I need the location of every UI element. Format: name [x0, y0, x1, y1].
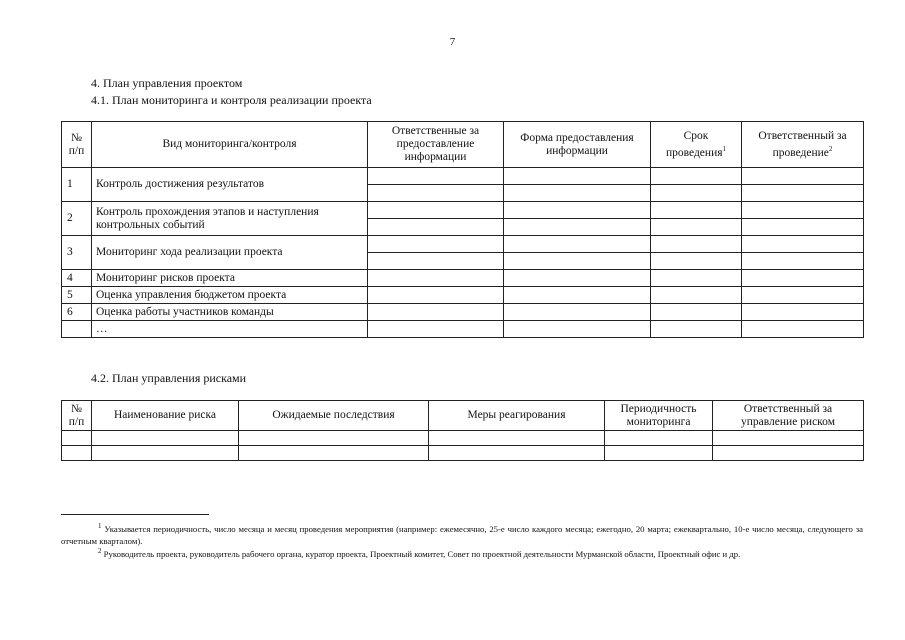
header-monitoring-type: Вид мониторинга/контроля [92, 122, 368, 168]
section-title: 4. План управления проектом [91, 76, 243, 90]
table-row [62, 431, 864, 446]
header-consequences: Ожидаемые последствия [239, 401, 429, 431]
row-num [62, 321, 92, 338]
header-responsible-info: Ответственные за предоставление информации [368, 122, 504, 168]
footnote-text: Указывается периодичность, число месяца и месяц проведения мероприятия (например: ежемесячно, 25-е число каждого месяца; ежегодно, 20 марта; ежеквартально, 10-е число месяца, следующего за отчетным кварталом). [61, 523, 864, 546]
row-num: 3 [62, 236, 92, 270]
table-row [62, 321, 864, 338]
table-header-row [62, 122, 864, 168]
footnote-mark: 1 [98, 522, 102, 530]
table-row [62, 236, 864, 253]
subsection-2-title: 4.2. План управления рисками [91, 371, 247, 385]
monitoring-plan-table [61, 121, 864, 338]
subsection-1-title: 4.1. План мониторинга и контроля реализации проекта [91, 93, 372, 107]
row-label: Контроль достижения результатов [92, 168, 368, 202]
row-num: 4 [62, 270, 92, 287]
table-row [62, 304, 864, 321]
footnote-divider [61, 514, 209, 515]
row-label: Контроль прохождения этапов и наступления контрольных событий [92, 202, 368, 236]
table-row [62, 287, 864, 304]
footnote-2 [61, 545, 863, 560]
header-responsible: Ответственный за управление риском [713, 401, 864, 431]
row-label: … [92, 321, 368, 338]
table-row [62, 168, 864, 185]
header-num: № п/п [62, 401, 92, 431]
header-measures: Меры реагирования [429, 401, 605, 431]
header-term-text: Срок проведения [665, 129, 723, 159]
risk-plan-table [61, 400, 864, 461]
table-row [62, 202, 864, 219]
table-header-row [62, 401, 864, 431]
table-row [62, 446, 864, 461]
header-term [651, 122, 742, 168]
footnote-ref-2: 2 [828, 144, 833, 153]
header-risk-name: Наименование риска [92, 401, 239, 431]
header-form: Форма предоставления информации [504, 122, 651, 168]
page-number: 7 [449, 36, 456, 48]
footnote-mark: 2 [98, 547, 102, 555]
row-label: Мониторинг рисков проекта [92, 270, 368, 287]
header-responsible [742, 122, 864, 168]
row-label: Оценка управления бюджетом проекта [92, 287, 368, 304]
header-frequency: Периодичность мониторинга [605, 401, 713, 431]
footnote-text: Руководитель проекта, руководитель рабочего органа, куратор проекта, Проектный комитет, Совет по проектной деятельности Мурманской области, Проектный офис и др. [103, 548, 741, 559]
row-label: Мониторинг хода реализации проекта [92, 236, 368, 270]
header-num: № п/п [62, 122, 92, 168]
row-num: 5 [62, 287, 92, 304]
row-label: Оценка работы участников команды [92, 304, 368, 321]
footnote-1 [61, 520, 863, 547]
row-num: 6 [62, 304, 92, 321]
header-responsible-text: Ответственный за проведение [758, 129, 847, 159]
footnote-ref-1: 1 [722, 144, 727, 153]
row-num: 1 [62, 168, 92, 202]
table-row [62, 270, 864, 287]
row-num: 2 [62, 202, 92, 236]
